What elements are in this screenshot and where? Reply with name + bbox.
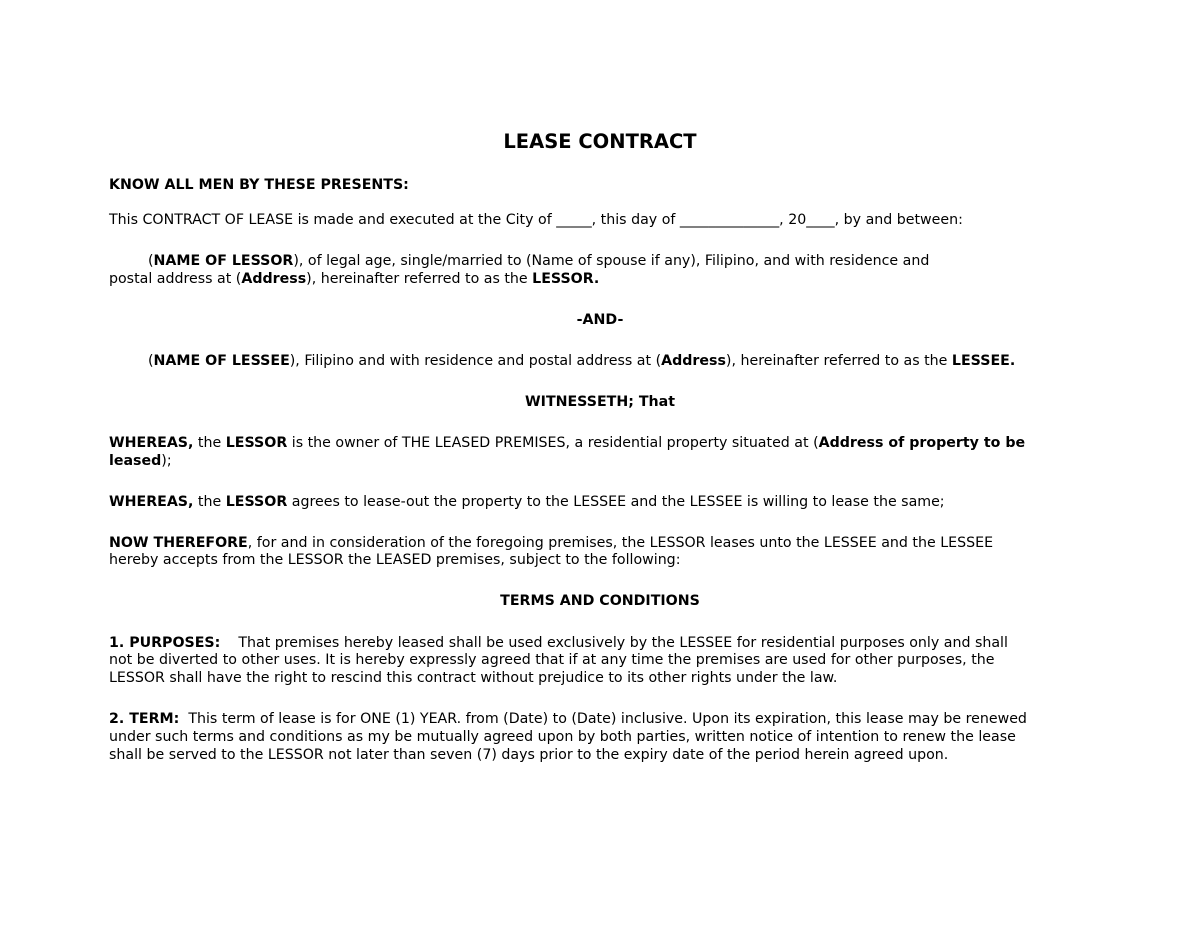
now-therefore-line2: hereby accepts from the LESSOR the LEASED premises, subject to the following:: [109, 552, 681, 568]
lessor-paragraph-line2: postal address at (Address), hereinafter referred to as the LESSOR.: [109, 271, 600, 287]
lessor-address: Address: [241, 271, 307, 287]
whereas1-line2: leased);: [109, 453, 172, 469]
whereas2-paragraph: WHEREAS, the LESSOR agrees to lease-out the property to the LESSEE and the LESSEE is willing to lease the same;: [109, 494, 945, 510]
lessee-label: LESSEE.: [951, 353, 1016, 369]
now-therefore-line1: NOW THEREFORE, for and in consideration of the foregoing premises, the LESSOR leases unto the LESSEE and the LESSEE: [109, 535, 994, 551]
whereas1-line1: WHEREAS, the LESSOR is the owner of THE LEASED PREMISES, a residential property situated at (Address of property to be: [109, 435, 1026, 451]
lessee-paragraph: (NAME OF LESSEE), Filipino and with residence and postal address at (Address), hereinafter referred to as the LESSEE.: [148, 353, 1016, 369]
document-title: LEASE CONTRACT: [503, 130, 697, 153]
lessor-label: LESSOR.: [532, 271, 600, 287]
purposes-line3: LESSOR shall have the right to rescind this contract without prejudice to its other rights under the law.: [109, 670, 838, 686]
lessee-address: Address: [661, 353, 726, 369]
term-line2: under such terms and conditions as my be mutually agreed upon by both parties, written notice of intention to renew the lease: [109, 729, 1016, 745]
lessee-name: NAME OF LESSEE: [153, 353, 290, 369]
purposes-line2: not be diverted to other uses. It is hereby expressly agreed that if at any time the premises are used for other purposes, the: [109, 652, 995, 668]
witnesseth-heading: WITNESSETH; That: [525, 394, 675, 410]
and-separator: -AND-: [576, 312, 624, 328]
terms-heading: TERMS AND CONDITIONS: [500, 593, 700, 609]
lessor-name: NAME OF LESSOR: [153, 253, 294, 269]
know-all-heading: KNOW ALL MEN BY THESE PRESENTS:: [109, 177, 409, 193]
lessor-paragraph-line1: (NAME OF LESSOR), of legal age, single/married to (Name of spouse if any), Filipino, and with residence and: [148, 253, 930, 269]
purposes-line1: 1. PURPOSES: That premises hereby leased shall be used exclusively by the LESSEE for residential purposes only and shall: [109, 635, 1008, 651]
intro-paragraph: This CONTRACT OF LEASE is made and executed at the City of _____, this day of ______________, 20____, by and between:: [109, 212, 963, 228]
term-line1: 2. TERM: This term of lease is for ONE (1) YEAR. from (Date) to (Date) inclusive. Upon its expiration, this lease may be renewed: [109, 711, 1027, 727]
term-line3: shall be served to the LESSOR not later than seven (7) days prior to the expiry date of the period herein agreed upon.: [109, 747, 949, 763]
